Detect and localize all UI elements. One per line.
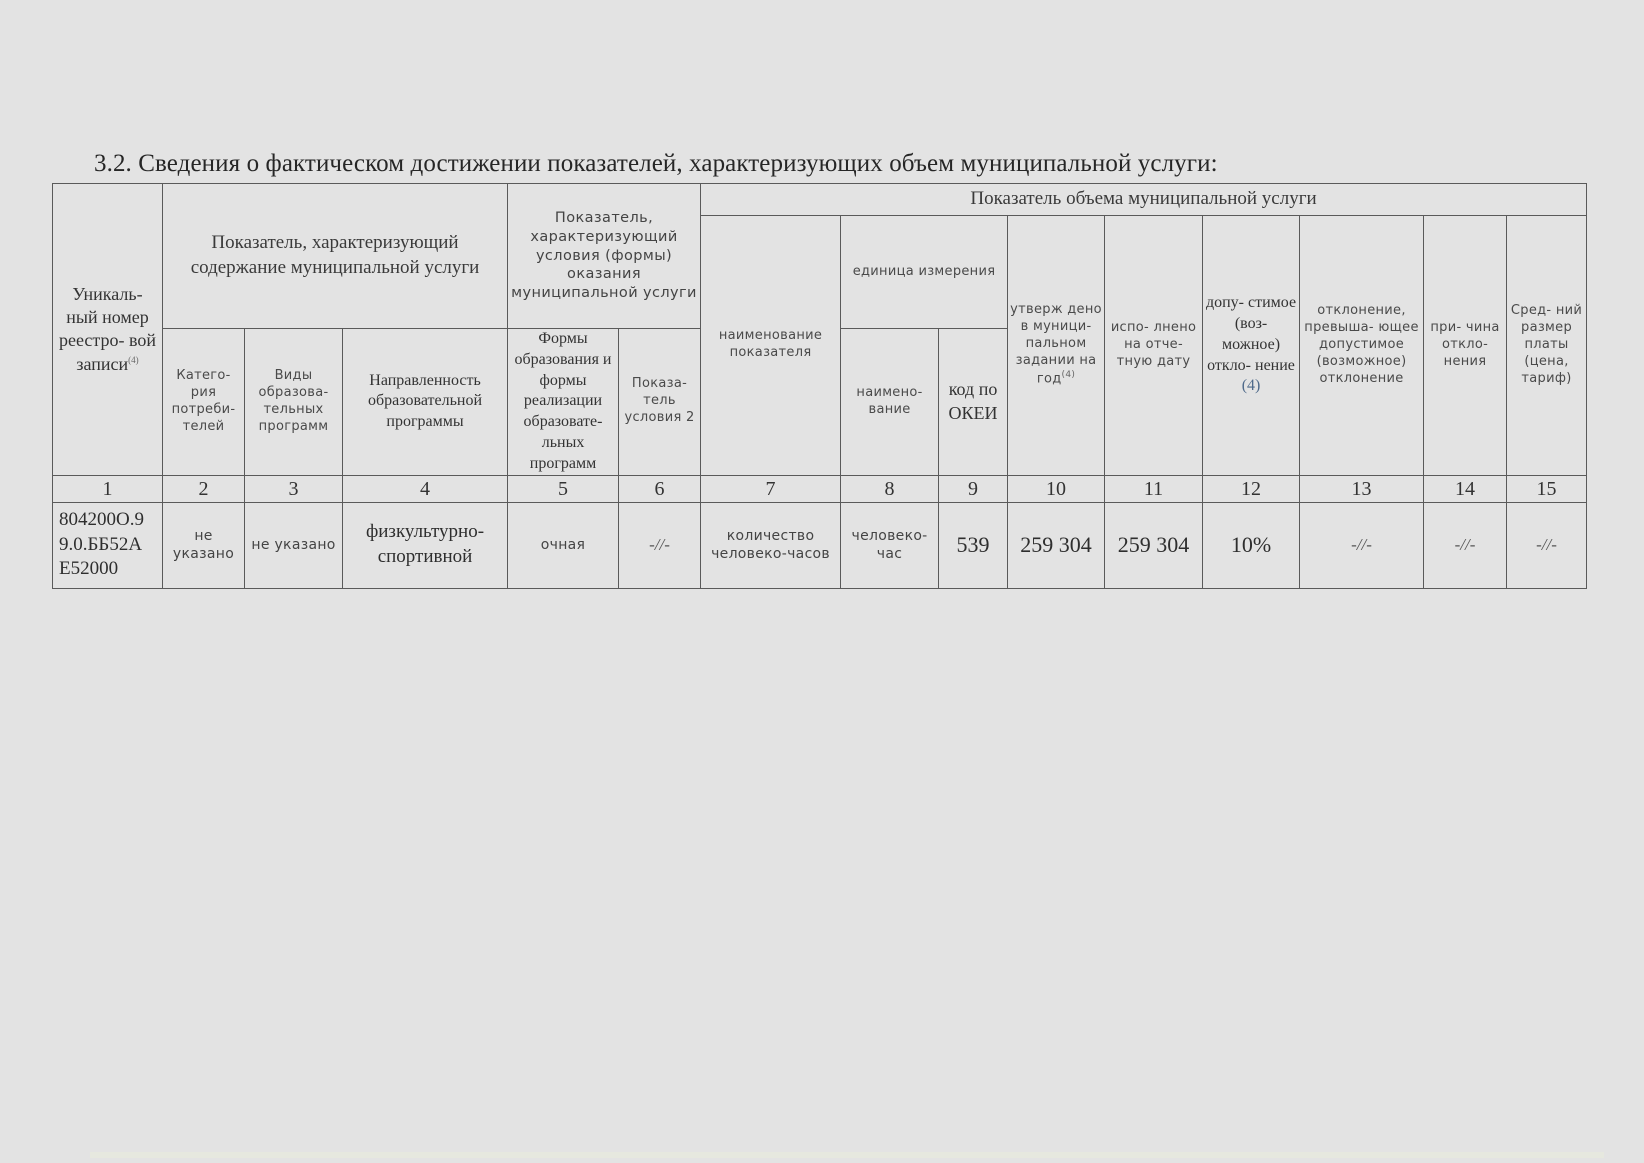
cell-executed: 259 304 [1105, 502, 1203, 588]
footnote-marker: (4) [1241, 377, 1261, 395]
column-number: 9 [939, 475, 1008, 502]
header-content-indicator-group: Показатель, характеризующий содержание муниципальной услуги [163, 184, 508, 329]
column-number: 7 [701, 475, 841, 502]
column-number: 8 [841, 475, 939, 502]
column-number: 5 [508, 475, 619, 502]
cell-approved: 259 304 [1008, 502, 1105, 588]
cell-okei-code: 539 [939, 502, 1008, 588]
cell-indicator-name: количество человеко-часов [701, 502, 841, 588]
volume-indicators-table [52, 183, 1587, 589]
header-allowed-deviation [1203, 216, 1300, 476]
footnote-marker: (4) [128, 354, 139, 365]
header-indicator-name: наименование показателя [701, 216, 841, 476]
cell-exceeding-deviation: -//- [1300, 502, 1424, 588]
unique-number-line: Е52000 [59, 558, 119, 580]
column-number: 12 [1203, 475, 1300, 502]
column-number-row [53, 475, 1587, 502]
header-exceeding-deviation: отклонение, превыша- ющее допустимое (возможное) отклонение [1300, 216, 1424, 476]
column-number: 6 [619, 475, 701, 502]
cell-deviation-reason: -//- [1424, 502, 1507, 588]
header-education-forms: Формы образования и формы реализации образовате- льных программ [508, 329, 619, 476]
cell-program-direction: физкультурно-спортивной [343, 502, 508, 588]
cell-consumer-category: не указано [163, 502, 245, 588]
unique-number-line: 804200О.9 [59, 509, 144, 531]
header-unique-number [53, 184, 163, 476]
column-number: 3 [245, 475, 343, 502]
header-unique-number-label: Уникаль- ный номер реестро- вой записи [58, 283, 156, 374]
header-program-types: Виды образова- тельных программ [245, 329, 343, 476]
cell-unit-name: человеко-час [841, 502, 939, 588]
column-number: 4 [343, 475, 508, 502]
column-number: 14 [1424, 475, 1507, 502]
header-executed: испо- лнено на отче- тную дату [1105, 216, 1203, 476]
header-program-direction: Направленность образовательной программы [343, 329, 508, 476]
cell-unique-number [53, 502, 163, 588]
header-approved [1008, 216, 1105, 476]
cell-education-form: очная [508, 502, 619, 588]
header-deviation-reason: при- чина откло- нения [1424, 216, 1507, 476]
column-number: 11 [1105, 475, 1203, 502]
header-unit-name: наимено- вание [841, 329, 939, 476]
cell-allowed-deviation: 10% [1203, 502, 1300, 588]
section-title: 3.2. Сведения о фактическом достижении показателей, характеризующих объем муниципальной услуги: [94, 150, 1218, 177]
header-approved-label: утверж дено в муници- пальном задании на год [1010, 302, 1102, 387]
column-number: 10 [1008, 475, 1105, 502]
header-condition-indicator-2: Показа- тель условия 2 [619, 329, 701, 476]
column-number: 2 [163, 475, 245, 502]
table-row [53, 502, 1587, 588]
cell-avg-fee: -//- [1507, 502, 1587, 588]
unique-number-line: 9.0.ББ52А [59, 533, 143, 555]
header-okei-code: код по ОКЕИ [939, 329, 1008, 476]
column-number: 13 [1300, 475, 1424, 502]
header-avg-fee: Сред- ний размер платы (цена, тариф) [1507, 216, 1587, 476]
column-number: 15 [1507, 475, 1587, 502]
header-allowed-deviation-label: допу- стимое (воз- можное) откло- нение [1205, 294, 1297, 374]
header-consumer-category: Катего- рия потреби- телей [163, 329, 245, 476]
cell-program-types: не указано [245, 502, 343, 588]
header-conditions-indicator-group: Показатель, характеризующий условия (формы) оказания муниципальной услуги [508, 184, 701, 329]
header-volume-indicator-group: Показатель объема муниципальной услуги [701, 184, 1587, 216]
column-number: 1 [53, 475, 163, 502]
footnote-marker: (4) [1061, 369, 1076, 380]
scan-edge [90, 1152, 1604, 1158]
cell-condition-indicator-2: -//- [619, 502, 701, 588]
header-unit-group: единица измерения [841, 216, 1008, 329]
